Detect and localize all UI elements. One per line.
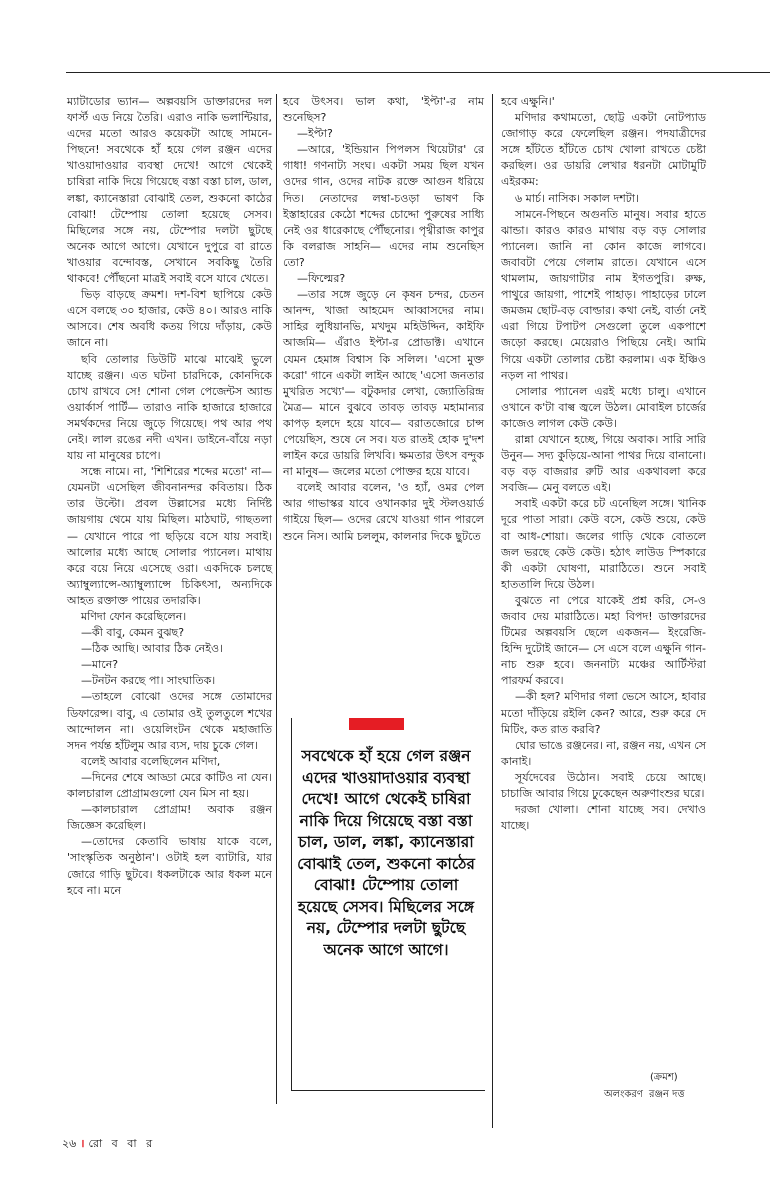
pull-quote-accent-bar	[349, 718, 404, 730]
illustrator-name: রঞ্জন দত্ত	[648, 1089, 685, 1100]
paragraph: রান্না যেখানে হচ্ছে, গিয়ে অবাক। সারি সারি উনুন— সদ্য কুড়িয়ে-আনা পাথর দিয়ে বানানো। বড় বড় বাজরার রুটি আর একথাবলা করে সবজি— মেনু বলতে এই।	[501, 432, 706, 495]
paragraph: মণিদা ফোন করেছিলেন।	[81, 610, 187, 623]
paragraph: —কী বাবু, কেমন বুঝছ?	[81, 626, 185, 640]
illustration-credit-label: অলংকরণ	[604, 1089, 643, 1100]
paragraph: হবে উৎসব। ভাল কথা, 'ইপ্টা'-র নাম শুনেছিস?	[283, 95, 484, 125]
paragraph: —টনটন করছে পা। সাংঘাতিক।	[81, 674, 216, 688]
paragraph: বলেই আবার বলেছিলেন মণিদা,	[81, 754, 221, 768]
paragraph: —ইপ্টা?	[297, 127, 333, 141]
paragraph: —তোদের কেতাবি ভাষায় যাকে বলে, 'সাংস্কৃতিক অনুষ্ঠান'। ওটাই হল ব্যাটারি, যার জোরে গাড়ি ছুটবে। ধকলটাকে আর ধকল মনে হবে না। মনে	[67, 835, 272, 897]
paragraph: —ফিল্মের?	[297, 272, 346, 286]
page-folio	[62, 1135, 155, 1154]
paragraph: —কী হল? মণিদার গলা ভেসে আসে, হাবার মতো দাঁড়িয়ে রইলি কেন? আরে, শুরু করে দে মিটিং, কত রাত করবি?	[501, 690, 706, 736]
page-number: ২৬	[62, 1137, 77, 1150]
illustration-credit	[604, 1087, 685, 1104]
paragraph: হবে এক্ষুনি।'	[501, 95, 555, 108]
paragraph: ৬ মার্চ। নাসিক। সকাল দশটা।	[515, 191, 639, 205]
article-column-2	[283, 94, 484, 545]
paragraph: সোলার প্যানেল এরই মধ্যে চালু। এখানে ওখানে ক'টা বাল্ব জ্বলে উঠল। মোবাইল চার্জের কাজেও লাগল কেউ কেউ।	[501, 384, 706, 430]
paragraph: বলেই আবার বলেন, 'ও হ্যাঁ, ওমর পেল আর গাভাস্কর যাবে ওখানকার দুই স্টলওয়ার্ড গাইয়ে ছিল— ওদের রেখে যাওয়া গান পারলে শুনে নিস। আমি চললুম, কালনার দিকে ছুটতে	[283, 481, 484, 543]
pull-quote-text: সবথেকে হাঁ হয়ে গেল রঞ্জন এদের খাওয়াদাওয়ার ব্যবস্থা দেখে! আগে থেকেই চাষিরা নাকি দিয়ে গিয়েছে বস্তা বস্তা চাল, ডাল, লঙ্কা, ক্যানেস্তারা বোঝাই তেল, শুকনো কাঠের বোঝা! টেম্পোয় তোলা হয়েছে সেসব। মিছিলের সঙ্গে নয়, টেম্পোর দলটা ছুটছে অনেক আগে আগে।	[297, 747, 475, 959]
to-be-continued-label: (ক্রমশ)	[650, 1072, 678, 1083]
top-rule	[66, 72, 770, 73]
paragraph: সন্ধে নামে। না, 'শিশিরের শব্দের মতো' না— যেমনটা এসেছিল জীবনানন্দর কবিতায়। ঠিক তার উল্টো। প্রবল উল্লাসের মধ্যে নির্দিষ্ট জায়গায় থেমে যায় মিছিল। মাঠঘাট, গাছতলা— যেখানে পারে পা ছড়িয়ে বসে যায় সবাই। আলোর মধ্যে আছে সোলার প্যানেল। মাথায় করে বয়ে নিয়ে এসেছে ওরা। একদিকে চলছে অ্যাম্বুল্যান্সে-অ্যাম্বুল্যান্সে চিকিৎসা, অন্যদিকে আহত রক্তাক্ত পায়ের তদারকি।	[67, 465, 272, 607]
paragraph: ভিড় বাড়ছে ক্রমশ। দশ-বিশ ছাপিয়ে কেউ এসে বলছে ৩০ হাজার, কেউ ৪০। আরও নাকি আসবে। শেষ অবধি কতয় গিয়ে দাঁড়ায়, কেউ জানে না।	[67, 288, 272, 350]
paragraph: —তাহলে বোঝো ওদের সঙ্গে তোমাদের ডিফারেন্স। বাবু, এ তোমার ওই তুলতুলে শখের আন্দোলন না। ওয়েলিংটন থেকে মহাজাতি সদন পর্যন্ত হাঁটলুম আর ব্যস, দায় চুকে গেল।	[67, 690, 272, 752]
paragraph: ছবি তোলার ডিউটি মাঝে মাঝেই ভুলে যাচ্ছে রঞ্জন। এত ঘটনা চারদিকে, কোনদিকে চোখ রাখবে সে! শোনা গেল পেজেন্টস অ্যান্ড ওয়ার্কার্স পার্টি— তারাও নাকি হাজারে হাজারে সমর্থকদের নিয়ে জুড়ে গিয়েছে। পথ আর পথ নেই। লাল রঙের নদী এখন। ডাইনে-বাঁয়ে নড়া যায় না মানুষের চাপে।	[67, 352, 272, 463]
article-column-1	[67, 94, 272, 899]
paragraph: ম্যাটাডোর ভ্যান— অল্পবয়সি ডাক্তারদের দল ফার্স্ট এড নিয়ে তৈরি। এরাও নাকি ভলান্টিয়ার, এদের মতো আরও কয়েকটা আছে সামনে-পিছনে! সবথেকে হাঁ হয়ে গেল রঞ্জন এদের খাওয়াদাওয়ার ব্যবস্থা দেখে! আগে থেকেই চাষিরা নাকি দিয়ে গিয়েছে বস্তা বস্তা চাল, ডাল, লঙ্কা, ক্যানেস্তারা বোঝাই তেল, শুকনো কাঠের বোঝা! টেম্পোয় তোলা হয়েছে সেসব। মিছিলের সঙ্গে নয়, টেম্পোর দলটা ছুটছে অনেক আগে আগে। যেখানে দুপুরে বা রাতে খাওয়ার বন্দোবস্ত, সেখানে সবকিছু তৈরি থাকবে! পৌঁছনো মাত্রই সবাই বসে যাবে খেতে।	[67, 95, 272, 286]
paragraph: মণিদার কথামতো, ছোট্ট একটা নোটপ্যাড জোগাড় করে ফেলেছিল রঞ্জন। পদযাত্রীদের সঙ্গে হাঁটতে হাঁটতে চোখ খোলা রাখতে চেষ্টা করছিল। ওর ডায়রি লেখার ধরনটা মোটামুটি এইরকম:	[501, 111, 706, 189]
paragraph: দরজা খোলা। শোনা যাচ্ছে সব। দেখাও যাচ্ছে।	[501, 803, 706, 833]
magazine-name: রো ব বা র	[88, 1137, 156, 1150]
paragraph: সবাই একটা করে চট এনেছিল সঙ্গে। খানিক দূরে পাতা সারা। কেউ বসে, কেউ শুয়ে, কেউ বা আধ-শোয়া। জলের গাড়ি থেকে বোতলে জল ভরছে কেউ কেউ। হঠাৎ লাউড স্পিকারে কী একটা ঘোষণা, মারাঠিতে। শুনে সবাই হাততালি দিয়ে উঠল।	[501, 497, 706, 591]
article-column-3	[501, 94, 706, 834]
paragraph: সূর্যদেবের উঠোন। সবাই চেয়ে আছে। চাচাজি আবার গিয়ে ঢুকেছেন অরুণাংশুর ঘরে।	[501, 770, 706, 801]
column-divider-2	[492, 94, 493, 1128]
paragraph: —ঠিক আছি। আবার ঠিক নেইও।	[81, 642, 223, 656]
paragraph: —আরে, 'ইন্ডিয়ান পিপলস থিয়েটার' রে গাধা! গণনাট্য সংঘ। একটা সময় ছিল যখন ওদের গান, ওদের নাটক রক্তে আগুন ধরিয়ে দিত। নেতাদের লম্বা-চওড়া ভাষণ কি ইস্তাহারের কেঠো শব্দের চোদ্দো পুরুষের সাধ্যি নেই ওর ধারেকাছে পৌঁছনোর। পৃথ্বীরাজ কাপুর কি বলরাজ সাহনি— এদের নাম শুনেছিস তো?	[283, 143, 484, 269]
paragraph: সামনে-পিছনে অগুনতি মানুষ। সবার হাতে ঝান্ডা। কারও কারও মাথায় বড় বড় সোলার প্যানেল। জানি না কোন কাজে লাগবে। জবাবটা পেয়ে গেলাম রাতে। যেখানে এসে থামলাম, জায়গাটার নাম ইগতপুরি। রুক্ষ, পাথুরে জায়গা, পাশেই পাহাড়। পাহাড়ের ঢালে জমজম ছোট-বড় বোল্ডার। কথা নেই, বার্তা নেই এরা গিয়ে টপাটপ সেগুলো তুলে একপাশে জড়ো করছে। মেয়েরাও পিছিয়ে নেই। আমি গিয়ে একটা তোলার চেষ্টা করলাম। এক ইঞ্চিও নড়ল না পাথর।	[501, 207, 706, 382]
column-divider-1	[276, 94, 277, 1104]
folio-separator: ।	[80, 1137, 85, 1150]
paragraph: —মানে?	[81, 658, 119, 672]
paragraph: —কালচারাল প্রোগ্রাম! অবাক রঞ্জন জিজ্ঞেস করেছিল।	[67, 803, 272, 833]
paragraph: —দিনের শেষে আড্ডা মেরে কাটিও না যেন। কালচারাল প্রোগ্রামগুলো যেন মিস না হয়।	[67, 770, 272, 801]
paragraph: ঘোর ভাঙে রঞ্জনের। না, রঞ্জন নয়, এখন সে কানাই।	[501, 738, 706, 768]
paragraph: বুঝতে না পেরে যাকেই প্রশ্ন করি, সে-ও জবাব দেয় মারাঠিতে। মহা বিপদ! ডাক্তারদের টিমের অল্পবয়সি ছেলে একজন— ইংরেজি-হিন্দি দুটোই জানে— সে এসে বলে এক্ষুনি গান-নাচ শুরু হবে। জননাট্য মঞ্চের আর্টিস্টরা পারফর্ম করবে।	[501, 593, 706, 688]
paragraph: —তার সঙ্গে জুড়ে নে কৃষন চন্দর, চেতন আনন্দ, খাজা আহমেদ আব্বাসদের নাম। সাহির লুধিয়ানভি, মখদুম মহিউদ্দিন, কাইফি আজমি— এঁরাও ইপ্টা-র প্রোডাক্ট। এখানে যেমন হেমাঙ্গ বিশ্বাস কি সলিল। 'এসো মুক্ত করো' গানে একটা লাইন আছে 'এসো জনতার মুখরিত সখ্যে'— বটুকদার লেখা, জ্যোতিরিন্দ্র মৈত্র— মানে বুঝবে তাবড় তাবড় মহামান্যর কাপড় হলদে হয়ে যাবে— বরাতজোরে চান্স পেয়েছিস, শুষে নে সব। যত রাতই হোক দু'দশ লাইন করে ডায়রি লিখবি। ক্ষমতার উৎস বন্দুক না মানুষ— জলের মতো পোক্তর হয়ে যাবে।	[283, 288, 484, 479]
